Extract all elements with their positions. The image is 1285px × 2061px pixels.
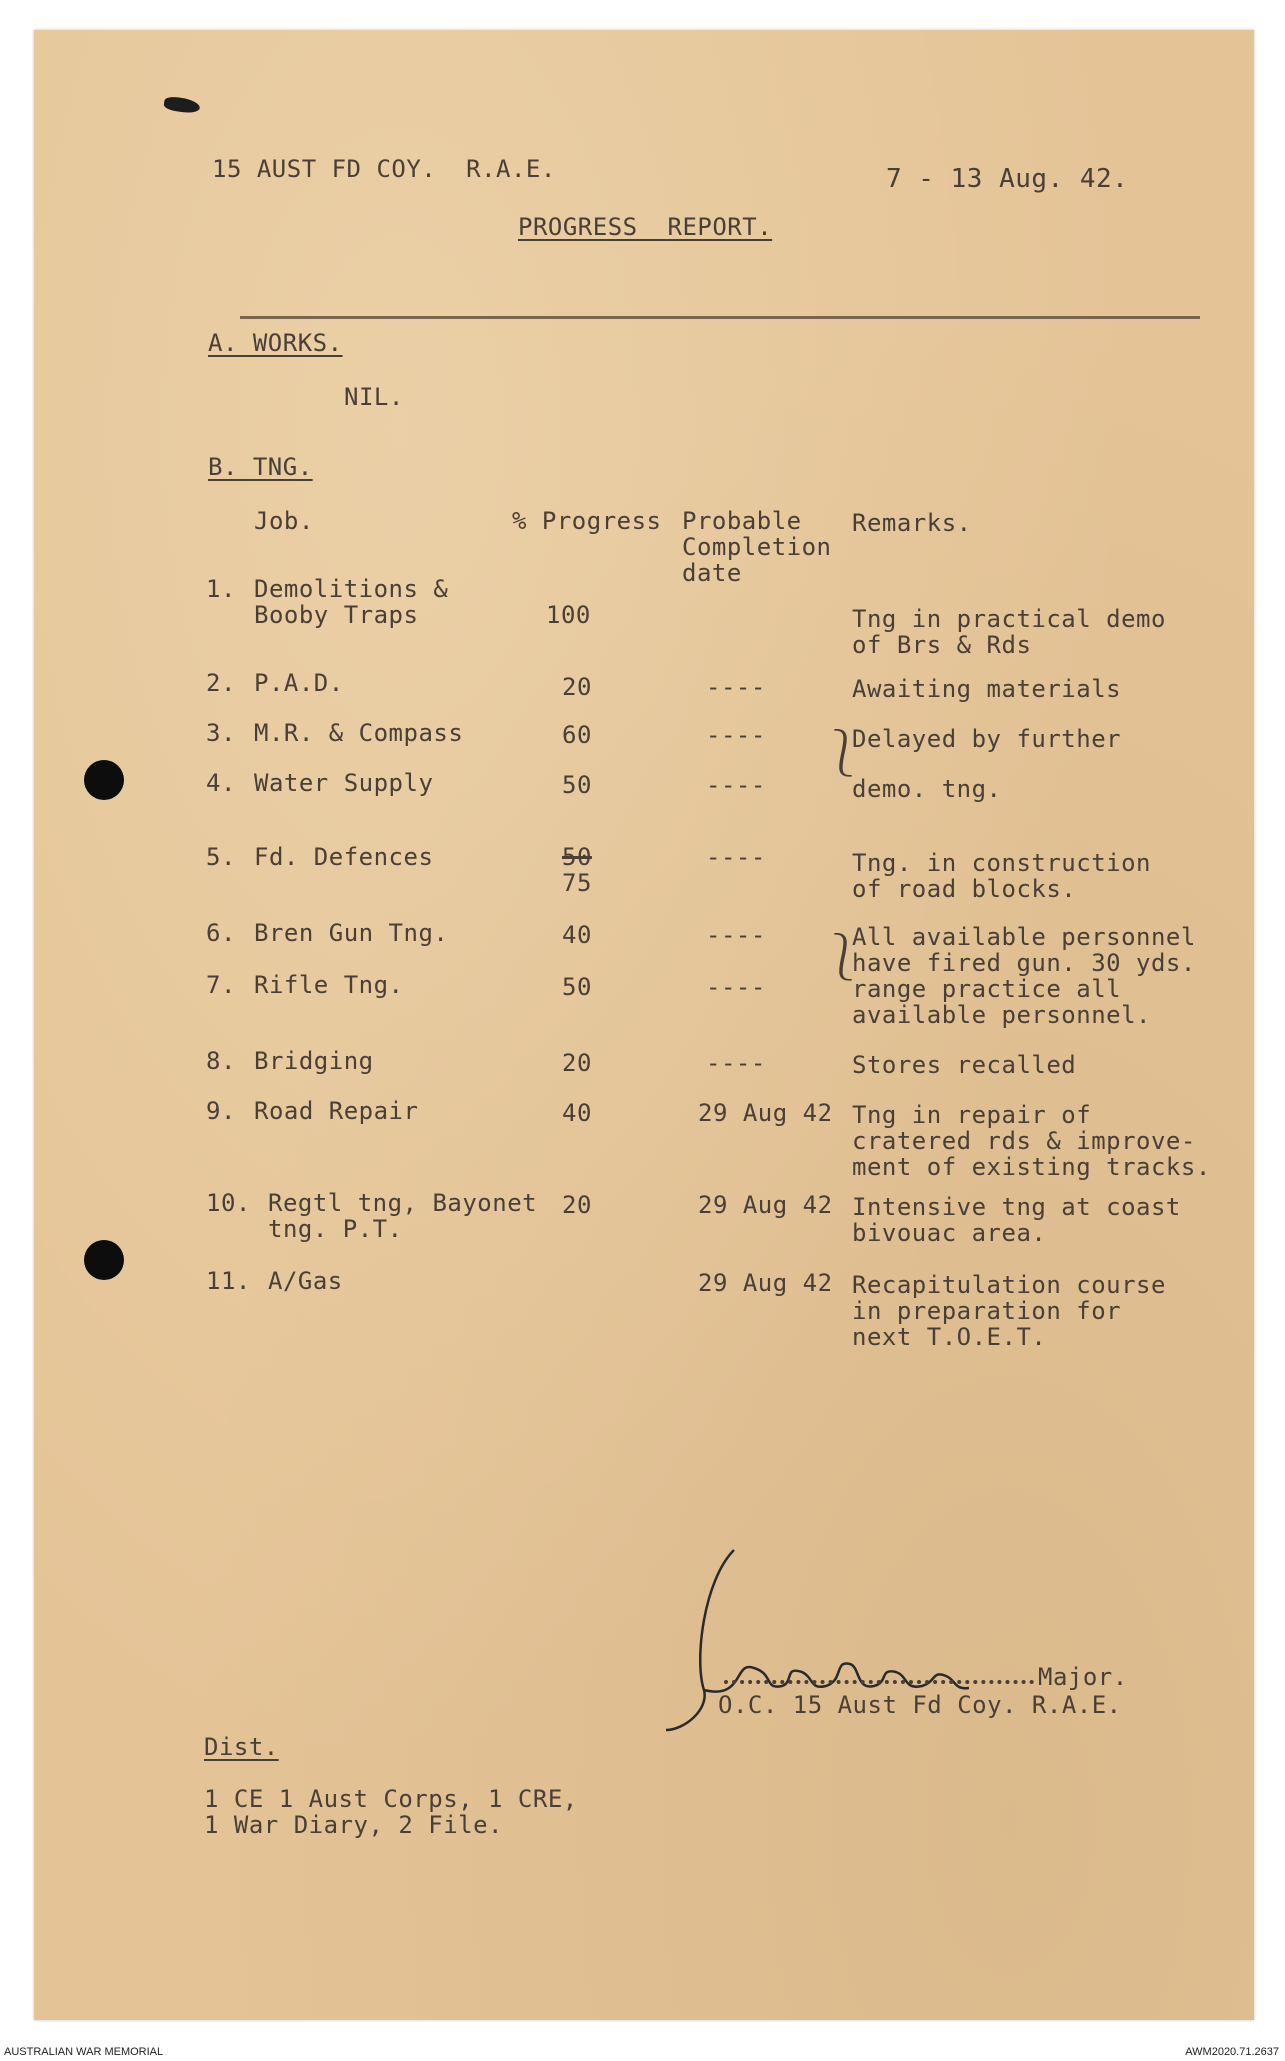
row-remarks: All available personnel xyxy=(852,923,1196,951)
distribution-heading: Dist. xyxy=(204,1733,279,1761)
document-sheet xyxy=(34,30,1254,2020)
distribution-line: 1 CE 1 Aust Corps, 1 CRE, xyxy=(204,1785,578,1813)
row-remarks: Tng in practical demo xyxy=(852,605,1166,633)
punch-hole xyxy=(84,760,124,800)
row-date: ---- xyxy=(706,721,766,749)
row-remarks: Tng in repair of xyxy=(852,1101,1092,1129)
row-number: 8. xyxy=(206,1047,236,1075)
row-date: ---- xyxy=(706,1049,766,1077)
row-remarks: next T.O.E.T. xyxy=(852,1323,1047,1351)
signature xyxy=(664,1540,1064,1760)
row-remarks: Awaiting materials xyxy=(852,675,1122,703)
header-rule xyxy=(240,316,1200,319)
row-progress: 20 xyxy=(562,1191,592,1219)
row-progress: 40 xyxy=(562,921,592,949)
col-header-progress: % Progress xyxy=(512,507,662,535)
row-number: 5. xyxy=(206,843,236,871)
footer-reference: AWM2020.71.2637 xyxy=(1185,2046,1279,2058)
row-number: 4. xyxy=(206,769,236,797)
row-remarks: Recapitulation course xyxy=(852,1271,1166,1299)
row-job: Road Repair xyxy=(254,1097,419,1125)
bracket-rows-6-7: ⎱ xyxy=(820,930,866,984)
section-a-heading: A. WORKS. xyxy=(208,329,343,357)
row-job: Bridging xyxy=(254,1047,374,1075)
row-remarks: Delayed by further xyxy=(852,725,1122,753)
row-remarks: of road blocks. xyxy=(852,875,1077,903)
row-remarks: Tng. in construction xyxy=(852,849,1151,877)
row-remarks: of Brs & Rds xyxy=(852,631,1032,659)
row-progress: 75 xyxy=(562,869,592,897)
col-header-completion-1: Probable xyxy=(682,507,802,535)
row-remarks: bivouac area. xyxy=(852,1219,1047,1247)
row-remarks: range practice all xyxy=(852,975,1122,1003)
row-date: ---- xyxy=(706,673,766,701)
row-remarks: Stores recalled xyxy=(852,1051,1077,1079)
row-date: 29 Aug 42 xyxy=(698,1099,833,1127)
row-number: 1. xyxy=(206,575,236,603)
row-job: M.R. & Compass xyxy=(254,719,464,747)
row-date: ---- xyxy=(706,771,766,799)
struck-progress-value: 50 xyxy=(562,843,592,871)
row-remarks: have fired gun. 30 yds. xyxy=(852,949,1196,977)
row-number: 10. xyxy=(206,1189,251,1217)
report-title: PROGRESS REPORT. xyxy=(518,213,773,241)
row-remarks: available personnel. xyxy=(852,1001,1151,1029)
row-job: Fd. Defences xyxy=(254,843,434,871)
row-job: tng. P.T. xyxy=(268,1215,403,1243)
row-progress: 50 xyxy=(562,973,592,1001)
col-header-completion-2: Completion xyxy=(682,533,832,561)
row-number: 9. xyxy=(206,1097,236,1125)
row-job: Bren Gun Tng. xyxy=(254,919,449,947)
row-number: 7. xyxy=(206,971,236,999)
report-period: 7 - 13 Aug. 42. xyxy=(886,164,1129,194)
signatory-appointment: O.C. 15 Aust Fd Coy. R.A.E. xyxy=(718,1691,1122,1719)
row-number: 11. xyxy=(206,1267,251,1295)
row-remarks: in preparation for xyxy=(852,1297,1122,1325)
punch-hole xyxy=(84,1240,124,1280)
row-job: Water Supply xyxy=(254,769,434,797)
row-job: Rifle Tng. xyxy=(254,971,404,999)
row-date: ---- xyxy=(706,973,766,1001)
row-number: 3. xyxy=(206,719,236,747)
row-progress: 60 xyxy=(562,721,592,749)
unit-name: 15 AUST FD COY. R.A.E. xyxy=(212,155,556,183)
distribution-line: 1 War Diary, 2 File. xyxy=(204,1811,503,1839)
row-progress: 20 xyxy=(562,673,592,701)
row-job: Demolitions & xyxy=(254,575,449,603)
row-date: 29 Aug 42 xyxy=(698,1191,833,1219)
row-job: A/Gas xyxy=(268,1267,343,1295)
row-remarks: demo. tng. xyxy=(852,775,1002,803)
row-progress: 20 xyxy=(562,1049,592,1077)
signatory-rank: Major. xyxy=(1038,1663,1128,1691)
row-date: ---- xyxy=(706,921,766,949)
bracket-rows-3-4: ⎱ xyxy=(820,726,866,780)
col-header-completion-3: date xyxy=(682,559,742,587)
row-progress: 100 xyxy=(546,601,591,629)
row-remarks: cratered rds & improve- xyxy=(852,1127,1196,1155)
row-job: P.A.D. xyxy=(254,669,344,697)
footer-source: AUSTRALIAN WAR MEMORIAL xyxy=(4,2046,164,2058)
section-b-heading: B. TNG. xyxy=(208,453,313,481)
row-progress: 40 xyxy=(562,1099,592,1127)
section-a-body: NIL. xyxy=(344,383,404,411)
row-job: Regtl tng, Bayonet xyxy=(268,1189,538,1217)
ink-blot xyxy=(163,96,201,115)
row-date: ---- xyxy=(706,843,766,871)
row-remarks: Intensive tng at coast xyxy=(852,1193,1181,1221)
row-date: 29 Aug 42 xyxy=(698,1269,833,1297)
row-number: 2. xyxy=(206,669,236,697)
row-remarks: ment of existing tracks. xyxy=(852,1153,1211,1181)
signature-dotted-line xyxy=(724,1680,1034,1684)
col-header-job: Job. xyxy=(254,507,314,535)
row-number: 6. xyxy=(206,919,236,947)
col-header-remarks: Remarks. xyxy=(852,509,972,537)
row-job: Booby Traps xyxy=(254,601,419,629)
row-progress: 50 xyxy=(562,771,592,799)
